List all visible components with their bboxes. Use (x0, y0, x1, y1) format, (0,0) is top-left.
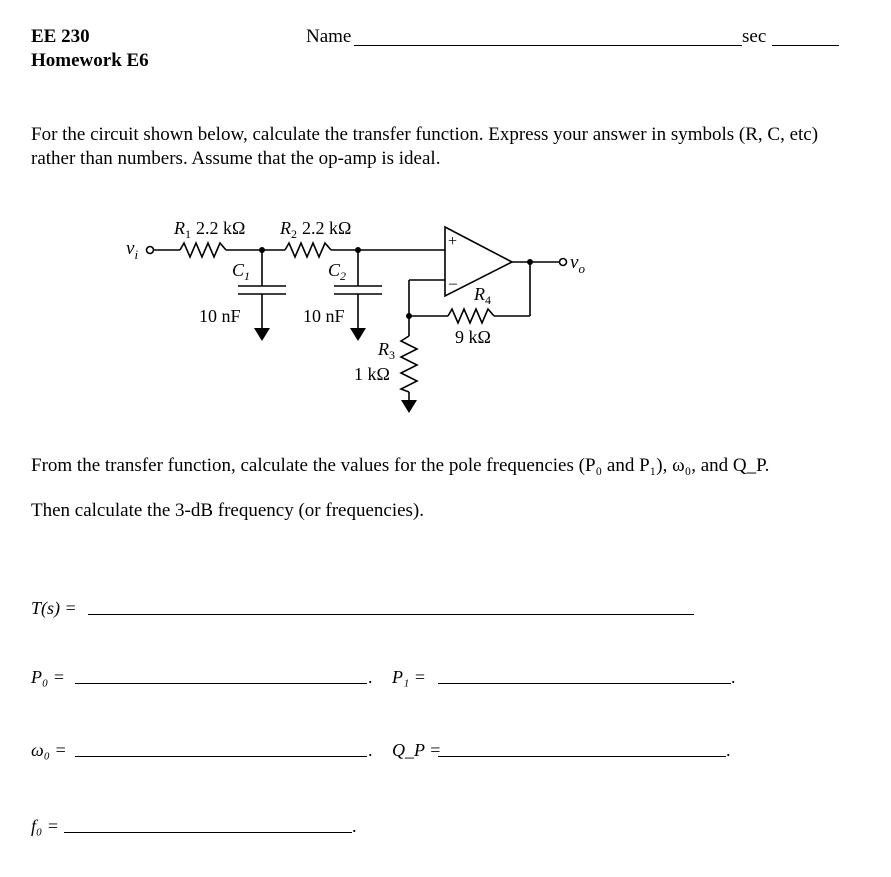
r1-resistor (180, 243, 226, 257)
name-label: Name (306, 26, 352, 47)
c1-label: $C_1$ (232, 260, 251, 283)
w0-answer-line[interactable] (75, 756, 367, 757)
assignment-title: Homework E6 (31, 50, 149, 71)
qp-period: . (726, 740, 731, 760)
qp-answer-line[interactable] (438, 756, 726, 757)
p0-period: . (368, 667, 373, 687)
r3-value: 1 kΩ (354, 364, 390, 384)
op-amp-plus: + (448, 233, 458, 250)
p1-period: . (731, 667, 736, 687)
ground-icon-c1 (254, 328, 270, 341)
r2-label: $R_2$ 2.2 kΩ (280, 218, 352, 241)
p1-answer-line[interactable] (438, 683, 731, 684)
r3-label: $R_3$ (378, 339, 395, 362)
w0-period: . (368, 740, 373, 760)
sec-label: sec (742, 26, 767, 47)
intro-line-2: rather than numbers. Assume that the op-amp is ideal. (31, 148, 441, 169)
vout-terminal (560, 259, 567, 266)
ground-icon-c2 (350, 328, 366, 341)
p1-label: P₁ = (392, 667, 426, 687)
w0-label: ω₀ = (31, 740, 67, 760)
qp-label: Q_P = (392, 740, 442, 760)
p0-label: P₀ = (31, 667, 65, 687)
f0-answer-line[interactable] (64, 832, 352, 833)
vin-terminal (147, 247, 154, 254)
node-dot-1 (259, 247, 265, 253)
ground-icon-r3 (401, 400, 417, 413)
c2-label: $C_2$ (328, 260, 347, 283)
r4-value: 9 kΩ (455, 327, 491, 347)
c1-value: 10 nF (199, 306, 241, 326)
question-2: Then calculate the 3-dB frequency (or frequencies). (31, 500, 424, 521)
ts-label: T(s) = (31, 598, 77, 618)
r1-label: $R_1$ 2.2 kΩ (174, 218, 246, 241)
ts-answer-line[interactable] (88, 614, 694, 615)
r4-resistor (448, 309, 494, 323)
f0-period: . (352, 816, 357, 836)
node-dot-2 (355, 247, 361, 253)
op-amp-minus: – (449, 275, 457, 292)
c2-value: 10 nF (303, 306, 345, 326)
course-title: EE 230 (31, 26, 90, 47)
node-dot-3 (527, 259, 533, 265)
r2-resistor (285, 243, 331, 257)
intro-line-1: For the circuit shown below, calculate the transfer function. Express your answer in symbols (R, C, etc) (31, 124, 819, 145)
vin-label: $v_i$ (126, 238, 139, 262)
question-1: From the transfer function, calculate the values for the pole frequencies (P₀ and P₁), ω₀, and Q_P. (31, 455, 770, 476)
p0-answer-line[interactable] (75, 683, 367, 684)
r4-label: $R_4$ (474, 284, 491, 307)
vout-label: $v_o$ (570, 252, 585, 276)
r3-resistor (401, 336, 417, 392)
node-dot-4 (406, 313, 412, 319)
f0-label: f₀ = (31, 816, 59, 836)
